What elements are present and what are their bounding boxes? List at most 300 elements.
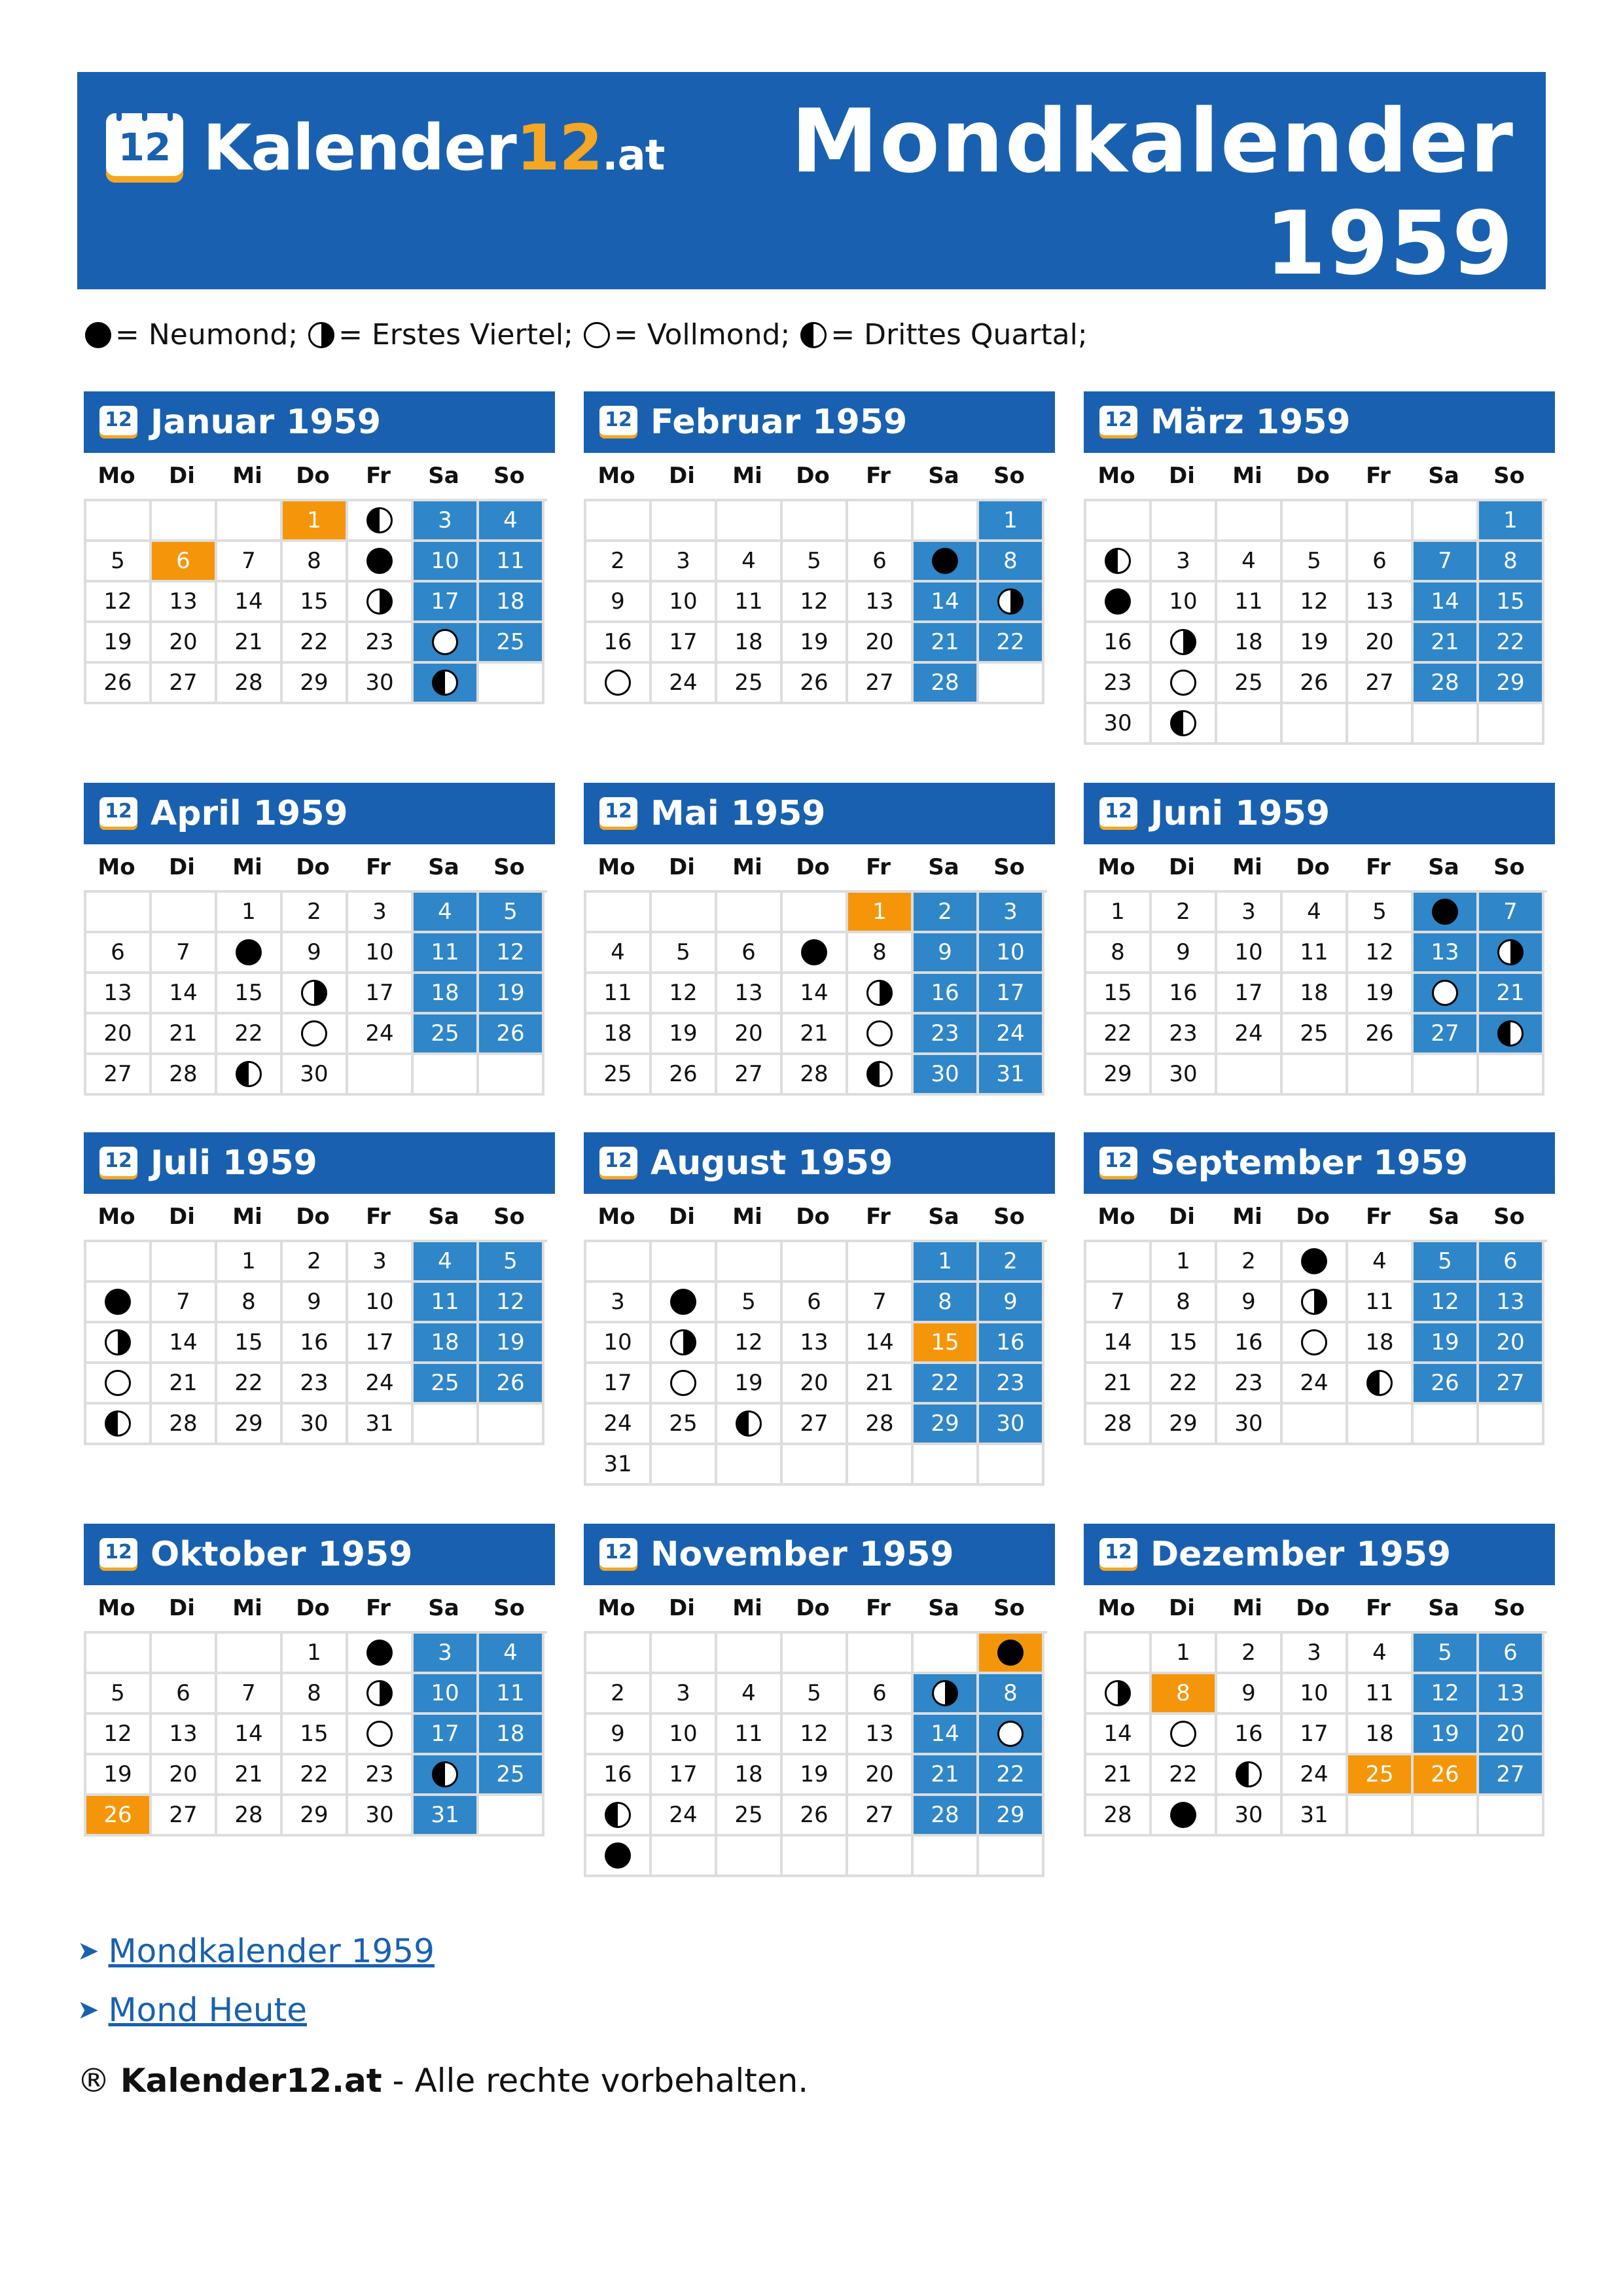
day-cell[interactable]: 12	[1283, 583, 1348, 623]
day-cell[interactable]: 17	[652, 1755, 717, 1796]
day-cell[interactable]: 8	[1152, 1283, 1217, 1323]
day-cell[interactable]: 19	[479, 1323, 544, 1364]
day-cell[interactable]: 1	[1152, 1634, 1217, 1674]
day-cell[interactable]: 20	[848, 1755, 914, 1796]
day-cell[interactable]: 10	[1283, 1674, 1348, 1715]
day-cell[interactable]: 25	[717, 664, 783, 704]
day-cell[interactable]: 5	[1414, 1242, 1479, 1283]
day-cell[interactable]: 30	[979, 1405, 1044, 1445]
day-cell[interactable]: 30	[283, 1055, 348, 1096]
day-cell[interactable]: 12	[1414, 1283, 1479, 1323]
day-cell[interactable]: 29	[1086, 1055, 1152, 1096]
day-cell[interactable]: 12	[783, 583, 848, 623]
day-cell[interactable]	[1152, 623, 1217, 664]
day-cell[interactable]	[1086, 583, 1152, 623]
day-cell[interactable]: 16	[1152, 974, 1217, 1014]
day-cell[interactable]: 28	[1086, 1796, 1152, 1837]
day-cell[interactable]: 21	[914, 1755, 979, 1796]
day-cell[interactable]: 29	[979, 1796, 1044, 1837]
day-cell[interactable]: 2	[586, 542, 652, 583]
day-cell[interactable]: 29	[1479, 664, 1544, 704]
day-cell[interactable]: 4	[414, 893, 479, 933]
day-cell[interactable]: 3	[586, 1283, 652, 1323]
day-cell[interactable]: 16	[979, 1323, 1044, 1364]
day-cell[interactable]: 7	[152, 933, 217, 974]
day-cell[interactable]: 23	[1217, 1364, 1283, 1405]
day-cell[interactable]: 27	[717, 1055, 783, 1096]
day-cell[interactable]: 15	[1152, 1323, 1217, 1364]
day-cell[interactable]: 30	[1217, 1796, 1283, 1837]
day-cell[interactable]	[1152, 1715, 1217, 1755]
day-cell[interactable]: 22	[979, 623, 1044, 664]
day-cell[interactable]: 16	[1086, 623, 1152, 664]
day-cell[interactable]: 8	[1479, 542, 1544, 583]
day-cell[interactable]: 3	[652, 1674, 717, 1715]
day-cell[interactable]: 9	[1217, 1283, 1283, 1323]
day-cell[interactable]: 22	[914, 1364, 979, 1405]
day-cell[interactable]	[283, 974, 348, 1014]
day-cell[interactable]: 25	[586, 1055, 652, 1096]
day-cell[interactable]: 18	[1348, 1715, 1414, 1755]
day-cell[interactable]	[1283, 1323, 1348, 1364]
day-cell[interactable]: 18	[586, 1014, 652, 1055]
day-cell[interactable]: 25	[414, 1364, 479, 1405]
day-cell[interactable]: 5	[717, 1283, 783, 1323]
day-cell[interactable]: 26	[1348, 1014, 1414, 1055]
day-cell[interactable]	[1152, 704, 1217, 745]
day-cell[interactable]: 15	[1086, 974, 1152, 1014]
day-cell[interactable]: 4	[1217, 542, 1283, 583]
day-cell[interactable]: 22	[1152, 1755, 1217, 1796]
day-cell[interactable]	[586, 1837, 652, 1877]
day-cell[interactable]: 20	[848, 623, 914, 664]
day-cell[interactable]: 21	[1479, 974, 1544, 1014]
day-cell[interactable]: 5	[783, 1674, 848, 1715]
day-cell[interactable]	[348, 583, 414, 623]
day-cell[interactable]: 30	[1152, 1055, 1217, 1096]
day-cell[interactable]: 11	[1217, 583, 1283, 623]
day-cell[interactable]: 26	[479, 1364, 544, 1405]
day-cell[interactable]	[783, 933, 848, 974]
day-cell[interactable]: 28	[783, 1055, 848, 1096]
day-cell[interactable]: 4	[717, 1674, 783, 1715]
day-cell[interactable]: 31	[414, 1796, 479, 1837]
day-cell[interactable]	[979, 1715, 1044, 1755]
day-cell[interactable]	[348, 1634, 414, 1674]
day-cell[interactable]: 5	[783, 542, 848, 583]
day-cell[interactable]: 21	[914, 623, 979, 664]
day-cell[interactable]: 15	[283, 1715, 348, 1755]
day-cell[interactable]	[652, 1364, 717, 1405]
day-cell[interactable]: 8	[914, 1283, 979, 1323]
day-cell[interactable]: 25	[1217, 664, 1283, 704]
day-cell[interactable]: 25	[479, 623, 544, 664]
day-cell[interactable]	[1217, 1755, 1283, 1796]
day-cell[interactable]: 27	[848, 664, 914, 704]
day-cell[interactable]: 13	[848, 1715, 914, 1755]
day-cell[interactable]: 26	[1414, 1364, 1479, 1405]
day-cell[interactable]: 20	[1348, 623, 1414, 664]
day-cell[interactable]: 11	[717, 583, 783, 623]
day-cell[interactable]	[414, 623, 479, 664]
day-cell[interactable]	[1152, 664, 1217, 704]
day-cell[interactable]	[914, 1674, 979, 1715]
day-cell[interactable]: 14	[217, 583, 283, 623]
day-cell[interactable]: 23	[979, 1364, 1044, 1405]
day-cell[interactable]	[1414, 974, 1479, 1014]
day-cell[interactable]: 9	[914, 933, 979, 974]
day-cell[interactable]: 22	[1086, 1014, 1152, 1055]
day-cell[interactable]: 22	[979, 1755, 1044, 1796]
day-cell[interactable]: 7	[1414, 542, 1479, 583]
day-cell[interactable]: 30	[283, 1405, 348, 1445]
day-cell[interactable]: 4	[717, 542, 783, 583]
day-cell[interactable]: 4	[479, 1634, 544, 1674]
day-cell[interactable]: 8	[848, 933, 914, 974]
day-cell[interactable]: 21	[1086, 1755, 1152, 1796]
day-cell[interactable]: 12	[479, 1283, 544, 1323]
day-cell[interactable]: 10	[414, 1674, 479, 1715]
day-cell[interactable]: 11	[586, 974, 652, 1014]
day-cell[interactable]: 19	[652, 1014, 717, 1055]
day-cell[interactable]	[586, 1796, 652, 1837]
day-cell[interactable]: 16	[586, 1755, 652, 1796]
day-cell[interactable]: 1	[1152, 1242, 1217, 1283]
day-cell[interactable]: 19	[1283, 623, 1348, 664]
day-cell[interactable]: 5	[479, 1242, 544, 1283]
day-cell[interactable]: 28	[914, 664, 979, 704]
day-cell[interactable]: 16	[586, 623, 652, 664]
day-cell[interactable]: 31	[1283, 1796, 1348, 1837]
day-cell[interactable]: 8	[979, 542, 1044, 583]
day-cell[interactable]: 11	[1283, 933, 1348, 974]
day-cell[interactable]: 17	[348, 974, 414, 1014]
day-cell[interactable]	[979, 583, 1044, 623]
day-cell[interactable]: 24	[652, 664, 717, 704]
day-cell[interactable]: 6	[152, 1674, 217, 1715]
day-cell[interactable]: 4	[586, 933, 652, 974]
day-cell[interactable]: 1	[1086, 893, 1152, 933]
day-cell[interactable]: 29	[283, 664, 348, 704]
day-cell[interactable]: 7	[1086, 1283, 1152, 1323]
day-cell[interactable]: 25	[479, 1755, 544, 1796]
day-cell[interactable]: 6	[1479, 1634, 1544, 1674]
day-cell[interactable]: 9	[586, 1715, 652, 1755]
day-cell[interactable]: 12	[479, 933, 544, 974]
day-cell[interactable]: 27	[848, 1796, 914, 1837]
day-cell[interactable]: 31	[586, 1445, 652, 1486]
day-cell[interactable]: 2	[283, 1242, 348, 1283]
day-cell[interactable]	[848, 1014, 914, 1055]
day-cell[interactable]: 30	[1217, 1405, 1283, 1445]
day-cell[interactable]: 1	[283, 501, 348, 542]
day-cell[interactable]: 17	[979, 974, 1044, 1014]
day-cell[interactable]: 28	[152, 1055, 217, 1096]
day-cell[interactable]: 30	[914, 1055, 979, 1096]
day-cell[interactable]: 11	[479, 1674, 544, 1715]
day-cell[interactable]: 11	[414, 1283, 479, 1323]
day-cell[interactable]: 7	[848, 1283, 914, 1323]
day-cell[interactable]: 10	[348, 933, 414, 974]
day-cell[interactable]: 10	[348, 1283, 414, 1323]
day-cell[interactable]: 5	[1414, 1634, 1479, 1674]
day-cell[interactable]: 30	[348, 1796, 414, 1837]
day-cell[interactable]	[348, 501, 414, 542]
day-cell[interactable]: 21	[217, 623, 283, 664]
day-cell[interactable]: 24	[586, 1405, 652, 1445]
day-cell[interactable]: 17	[1283, 1715, 1348, 1755]
day-cell[interactable]: 22	[1152, 1364, 1217, 1405]
day-cell[interactable]: 21	[783, 1014, 848, 1055]
day-cell[interactable]: 18	[717, 1755, 783, 1796]
day-cell[interactable]: 10	[652, 583, 717, 623]
day-cell[interactable]: 19	[783, 1755, 848, 1796]
day-cell[interactable]: 14	[914, 1715, 979, 1755]
day-cell[interactable]: 4	[479, 501, 544, 542]
day-cell[interactable]: 30	[1086, 704, 1152, 745]
day-cell[interactable]: 7	[217, 1674, 283, 1715]
day-cell[interactable]	[414, 664, 479, 704]
day-cell[interactable]: 21	[217, 1755, 283, 1796]
day-cell[interactable]: 19	[1414, 1323, 1479, 1364]
day-cell[interactable]: 26	[1414, 1755, 1479, 1796]
day-cell[interactable]: 18	[717, 623, 783, 664]
day-cell[interactable]: 9	[283, 1283, 348, 1323]
day-cell[interactable]	[86, 1364, 152, 1405]
day-cell[interactable]: 14	[152, 974, 217, 1014]
day-cell[interactable]: 9	[283, 933, 348, 974]
day-cell[interactable]: 15	[217, 1323, 283, 1364]
day-cell[interactable]: 10	[1217, 933, 1283, 974]
day-cell[interactable]: 11	[1348, 1674, 1414, 1715]
day-cell[interactable]: 26	[479, 1014, 544, 1055]
day-cell[interactable]: 8	[979, 1674, 1044, 1715]
day-cell[interactable]: 11	[1348, 1283, 1414, 1323]
day-cell[interactable]	[1414, 893, 1479, 933]
day-cell[interactable]: 2	[914, 893, 979, 933]
day-cell[interactable]: 4	[1283, 893, 1348, 933]
day-cell[interactable]: 23	[914, 1014, 979, 1055]
day-cell[interactable]: 23	[1086, 664, 1152, 704]
day-cell[interactable]: 27	[1479, 1364, 1544, 1405]
day-cell[interactable]	[1283, 1283, 1348, 1323]
day-cell[interactable]: 6	[848, 1674, 914, 1715]
day-cell[interactable]: 19	[717, 1364, 783, 1405]
day-cell[interactable]: 28	[217, 1796, 283, 1837]
day-cell[interactable]: 13	[783, 1323, 848, 1364]
day-cell[interactable]: 4	[1348, 1242, 1414, 1283]
day-cell[interactable]: 15	[914, 1323, 979, 1364]
day-cell[interactable]: 8	[283, 1674, 348, 1715]
day-cell[interactable]: 26	[783, 1796, 848, 1837]
day-cell[interactable]: 22	[283, 623, 348, 664]
day-cell[interactable]: 24	[1283, 1364, 1348, 1405]
day-cell[interactable]: 1	[1479, 501, 1544, 542]
day-cell[interactable]: 15	[1479, 583, 1544, 623]
day-cell[interactable]: 21	[1086, 1364, 1152, 1405]
day-cell[interactable]: 21	[1414, 623, 1479, 664]
link-mond-heute[interactable]: Mond Heute	[108, 1991, 307, 2029]
day-cell[interactable]: 14	[783, 974, 848, 1014]
day-cell[interactable]: 19	[1414, 1715, 1479, 1755]
day-cell[interactable]: 3	[1283, 1634, 1348, 1674]
day-cell[interactable]: 12	[652, 974, 717, 1014]
day-cell[interactable]: 9	[1152, 933, 1217, 974]
day-cell[interactable]	[979, 1634, 1044, 1674]
day-cell[interactable]: 20	[1479, 1715, 1544, 1755]
day-cell[interactable]: 13	[86, 974, 152, 1014]
day-cell[interactable]: 14	[1086, 1715, 1152, 1755]
day-cell[interactable]	[1086, 1674, 1152, 1715]
day-cell[interactable]: 20	[717, 1014, 783, 1055]
day-cell[interactable]: 18	[1217, 623, 1283, 664]
day-cell[interactable]: 6	[152, 542, 217, 583]
day-cell[interactable]: 5	[479, 893, 544, 933]
day-cell[interactable]: 5	[1348, 893, 1414, 933]
day-cell[interactable]: 13	[1479, 1674, 1544, 1715]
day-cell[interactable]: 20	[152, 1755, 217, 1796]
day-cell[interactable]: 22	[1479, 623, 1544, 664]
day-cell[interactable]: 15	[217, 974, 283, 1014]
day-cell[interactable]: 14	[848, 1323, 914, 1364]
day-cell[interactable]: 8	[1086, 933, 1152, 974]
day-cell[interactable]: 6	[848, 542, 914, 583]
day-cell[interactable]: 12	[783, 1715, 848, 1755]
day-cell[interactable]: 22	[283, 1755, 348, 1796]
day-cell[interactable]: 8	[1152, 1674, 1217, 1715]
day-cell[interactable]: 6	[783, 1283, 848, 1323]
day-cell[interactable]: 3	[979, 893, 1044, 933]
day-cell[interactable]: 21	[848, 1364, 914, 1405]
day-cell[interactable]: 7	[152, 1283, 217, 1323]
day-cell[interactable]: 17	[414, 583, 479, 623]
day-cell[interactable]: 7	[1479, 893, 1544, 933]
day-cell[interactable]: 10	[586, 1323, 652, 1364]
day-cell[interactable]: 8	[217, 1283, 283, 1323]
day-cell[interactable]: 22	[217, 1014, 283, 1055]
day-cell[interactable]: 7	[217, 542, 283, 583]
day-cell[interactable]: 10	[979, 933, 1044, 974]
day-cell[interactable]: 29	[1152, 1405, 1217, 1445]
day-cell[interactable]: 1	[217, 893, 283, 933]
day-cell[interactable]: 14	[914, 583, 979, 623]
day-cell[interactable]: 17	[348, 1323, 414, 1364]
day-cell[interactable]: 26	[1283, 664, 1348, 704]
day-cell[interactable]: 3	[652, 542, 717, 583]
day-cell[interactable]: 24	[1217, 1014, 1283, 1055]
day-cell[interactable]: 14	[1414, 583, 1479, 623]
day-cell[interactable]: 19	[1348, 974, 1414, 1014]
day-cell[interactable]: 13	[1414, 933, 1479, 974]
day-cell[interactable]	[348, 1715, 414, 1755]
day-cell[interactable]: 5	[86, 542, 152, 583]
day-cell[interactable]	[652, 1283, 717, 1323]
day-cell[interactable]: 1	[979, 501, 1044, 542]
day-cell[interactable]	[348, 542, 414, 583]
day-cell[interactable]	[1348, 1364, 1414, 1405]
day-cell[interactable]: 28	[914, 1796, 979, 1837]
day-cell[interactable]: 21	[152, 1364, 217, 1405]
day-cell[interactable]: 25	[652, 1405, 717, 1445]
day-cell[interactable]: 24	[979, 1014, 1044, 1055]
day-cell[interactable]: 17	[586, 1364, 652, 1405]
day-cell[interactable]: 23	[1152, 1014, 1217, 1055]
day-cell[interactable]: 17	[1217, 974, 1283, 1014]
day-cell[interactable]: 11	[414, 933, 479, 974]
day-cell[interactable]: 27	[152, 664, 217, 704]
day-cell[interactable]: 6	[1348, 542, 1414, 583]
day-cell[interactable]: 4	[414, 1242, 479, 1283]
day-cell[interactable]: 14	[217, 1715, 283, 1755]
day-cell[interactable]: 31	[348, 1405, 414, 1445]
day-cell[interactable]: 4	[1348, 1634, 1414, 1674]
day-cell[interactable]: 5	[86, 1674, 152, 1715]
day-cell[interactable]: 1	[283, 1634, 348, 1674]
day-cell[interactable]: 14	[1086, 1323, 1152, 1364]
day-cell[interactable]	[848, 1055, 914, 1096]
day-cell[interactable]: 19	[479, 974, 544, 1014]
day-cell[interactable]: 16	[1217, 1715, 1283, 1755]
day-cell[interactable]: 13	[152, 583, 217, 623]
day-cell[interactable]: 18	[479, 583, 544, 623]
day-cell[interactable]: 26	[86, 664, 152, 704]
day-cell[interactable]	[1479, 1014, 1544, 1055]
day-cell[interactable]: 3	[1152, 542, 1217, 583]
day-cell[interactable]: 3	[348, 893, 414, 933]
day-cell[interactable]: 27	[1479, 1755, 1544, 1796]
day-cell[interactable]: 21	[152, 1014, 217, 1055]
day-cell[interactable]: 12	[86, 583, 152, 623]
day-cell[interactable]: 6	[1479, 1242, 1544, 1283]
day-cell[interactable]: 13	[717, 974, 783, 1014]
day-cell[interactable]: 12	[86, 1715, 152, 1755]
day-cell[interactable]: 28	[152, 1405, 217, 1445]
day-cell[interactable]: 23	[348, 1755, 414, 1796]
day-cell[interactable]: 28	[848, 1405, 914, 1445]
day-cell[interactable]: 20	[783, 1364, 848, 1405]
day-cell[interactable]	[914, 542, 979, 583]
day-cell[interactable]: 28	[217, 664, 283, 704]
day-cell[interactable]: 25	[717, 1796, 783, 1837]
day-cell[interactable]: 13	[152, 1715, 217, 1755]
day-cell[interactable]: 23	[283, 1364, 348, 1405]
day-cell[interactable]: 29	[217, 1405, 283, 1445]
day-cell[interactable]: 12	[717, 1323, 783, 1364]
day-cell[interactable]: 8	[283, 542, 348, 583]
day-cell[interactable]: 27	[1414, 1014, 1479, 1055]
day-cell[interactable]: 2	[586, 1674, 652, 1715]
day-cell[interactable]: 30	[348, 664, 414, 704]
day-cell[interactable]: 5	[652, 933, 717, 974]
day-cell[interactable]: 14	[152, 1323, 217, 1364]
day-cell[interactable]	[717, 1405, 783, 1445]
day-cell[interactable]: 26	[86, 1796, 152, 1837]
day-cell[interactable]	[1283, 1242, 1348, 1283]
day-cell[interactable]: 25	[1348, 1755, 1414, 1796]
day-cell[interactable]: 13	[1348, 583, 1414, 623]
day-cell[interactable]: 19	[86, 1755, 152, 1796]
day-cell[interactable]: 2	[1152, 893, 1217, 933]
day-cell[interactable]: 23	[348, 623, 414, 664]
day-cell[interactable]: 29	[914, 1405, 979, 1445]
day-cell[interactable]: 2	[283, 893, 348, 933]
day-cell[interactable]: 16	[283, 1323, 348, 1364]
day-cell[interactable]: 2	[979, 1242, 1044, 1283]
day-cell[interactable]: 17	[652, 623, 717, 664]
day-cell[interactable]: 1	[914, 1242, 979, 1283]
day-cell[interactable]: 10	[414, 542, 479, 583]
day-cell[interactable]: 26	[652, 1055, 717, 1096]
